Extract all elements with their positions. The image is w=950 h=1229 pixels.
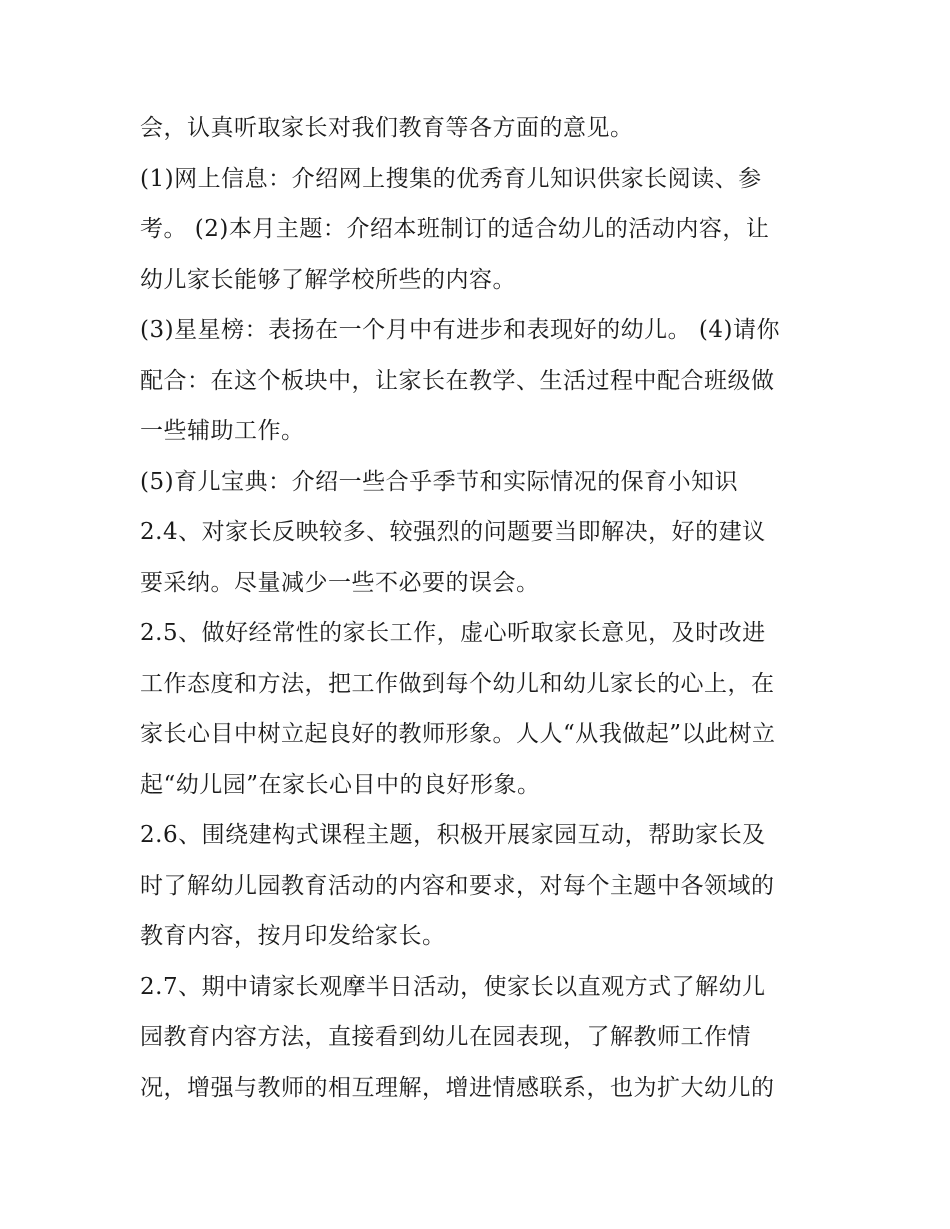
text-line: 幼儿家长能够了解学校所些的内容。 (140, 267, 516, 293)
text-line: 会，认真听取家长对我们教育等各方面的意见。 (140, 115, 634, 141)
text-line: 一些辅助工作。 (140, 418, 305, 444)
text-line: 2.7、期中请家长观摩半日活动，使家长以直观方式了解幼儿 (140, 974, 766, 1000)
text-line: 况，增强与教师的相互理解，增进情感联系，也为扩大幼儿的 (140, 1075, 775, 1101)
text-line: 工作态度和方法，把工作做到每个幼儿和幼儿家长的心上，在 (140, 671, 775, 697)
text-line: 2.6、围绕建构式课程主题，积极开展家园互动，帮助家长及 (140, 822, 766, 848)
text-line: 家长心目中树立起良好的教师形象。人人“从我做起”以此树立 (140, 721, 776, 747)
text-line: 园教育内容方法，直接看到幼儿在园表现，了解教师工作情 (140, 1024, 751, 1050)
text-line: 2.4、对家长反映较多、较强烈的问题要当即解决，好的建议 (140, 519, 766, 545)
text-line: 时了解幼儿园教育活动的内容和要求，对每个主题中各领域的 (140, 873, 775, 899)
text-line: 教育内容，按月印发给家长。 (140, 923, 446, 949)
text-line: 起“幼儿园”在家长心目中的良好形象。 (140, 772, 541, 798)
text-line: 要采纳。尽量减少一些不必要的误会。 (140, 570, 540, 596)
text-line: (1)网上信息：介绍网上搜集的优秀育儿知识供家长阅读、参 (140, 166, 762, 192)
text-line: 配合：在这个板块中，让家长在教学、生活过程中配合班级做 (140, 368, 775, 394)
text-line: (5)育儿宝典：介绍一些合乎季节和实际情况的保育小知识 (140, 469, 739, 495)
text-line: 2.5、做好经常性的家长工作，虚心听取家长意见，及时改进 (140, 620, 766, 646)
text-line: (3)星星榜：表扬在一个月中有进步和表现好的幼儿。 (4)请你 (140, 317, 780, 343)
text-line: 考。 (2)本月主题：介绍本班制订的适合幼儿的活动内容，让 (140, 216, 770, 242)
